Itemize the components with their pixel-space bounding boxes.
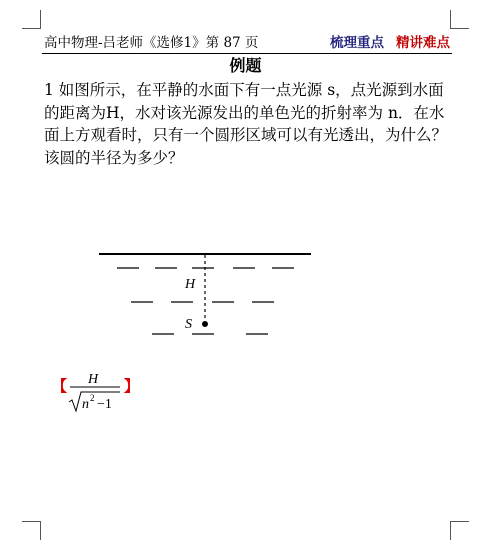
source-label: S xyxy=(185,317,192,332)
section-title: 例题 xyxy=(229,56,262,75)
question-text: 1 如图所示，在平静的水面下有一点光源 s，点光源到水面的距离为H，水对该光源发出的单色光的折射率为 n．在水面上方观看时，只有一个圆形区域可以有光透出，为什么？该圆的半径为多少？ xyxy=(44,81,448,167)
formula-denominator-base: n xyxy=(82,397,89,412)
header-tag-difficulties: 精讲难点 xyxy=(396,35,450,51)
page-corner-mark-top-right xyxy=(450,10,469,29)
page-corner-mark-bottom-left xyxy=(22,521,41,540)
formula-numerator: H xyxy=(88,372,99,387)
header-tags xyxy=(330,34,450,52)
header-tag-key-points: 梳理重点 xyxy=(330,35,384,51)
water-surface-diagram xyxy=(95,248,315,348)
header-page-info: 高中物理-吕老师《选修1》第 87 页 xyxy=(44,35,259,51)
answer-bracket-right: 】 xyxy=(124,377,140,395)
depth-label: H xyxy=(185,277,196,292)
page-header xyxy=(42,34,452,52)
page-corner-mark-bottom-right xyxy=(450,521,469,540)
page-corner-mark-top-left xyxy=(22,10,41,29)
answer-formula xyxy=(52,366,172,418)
answer-bracket-left: 【 xyxy=(52,377,68,395)
header-divider xyxy=(42,53,452,54)
light-source-dot xyxy=(202,321,208,327)
formula-denominator-tail: −1 xyxy=(97,397,112,412)
formula-denominator-exponent: 2 xyxy=(90,393,95,403)
sqrt-sign xyxy=(69,392,120,411)
